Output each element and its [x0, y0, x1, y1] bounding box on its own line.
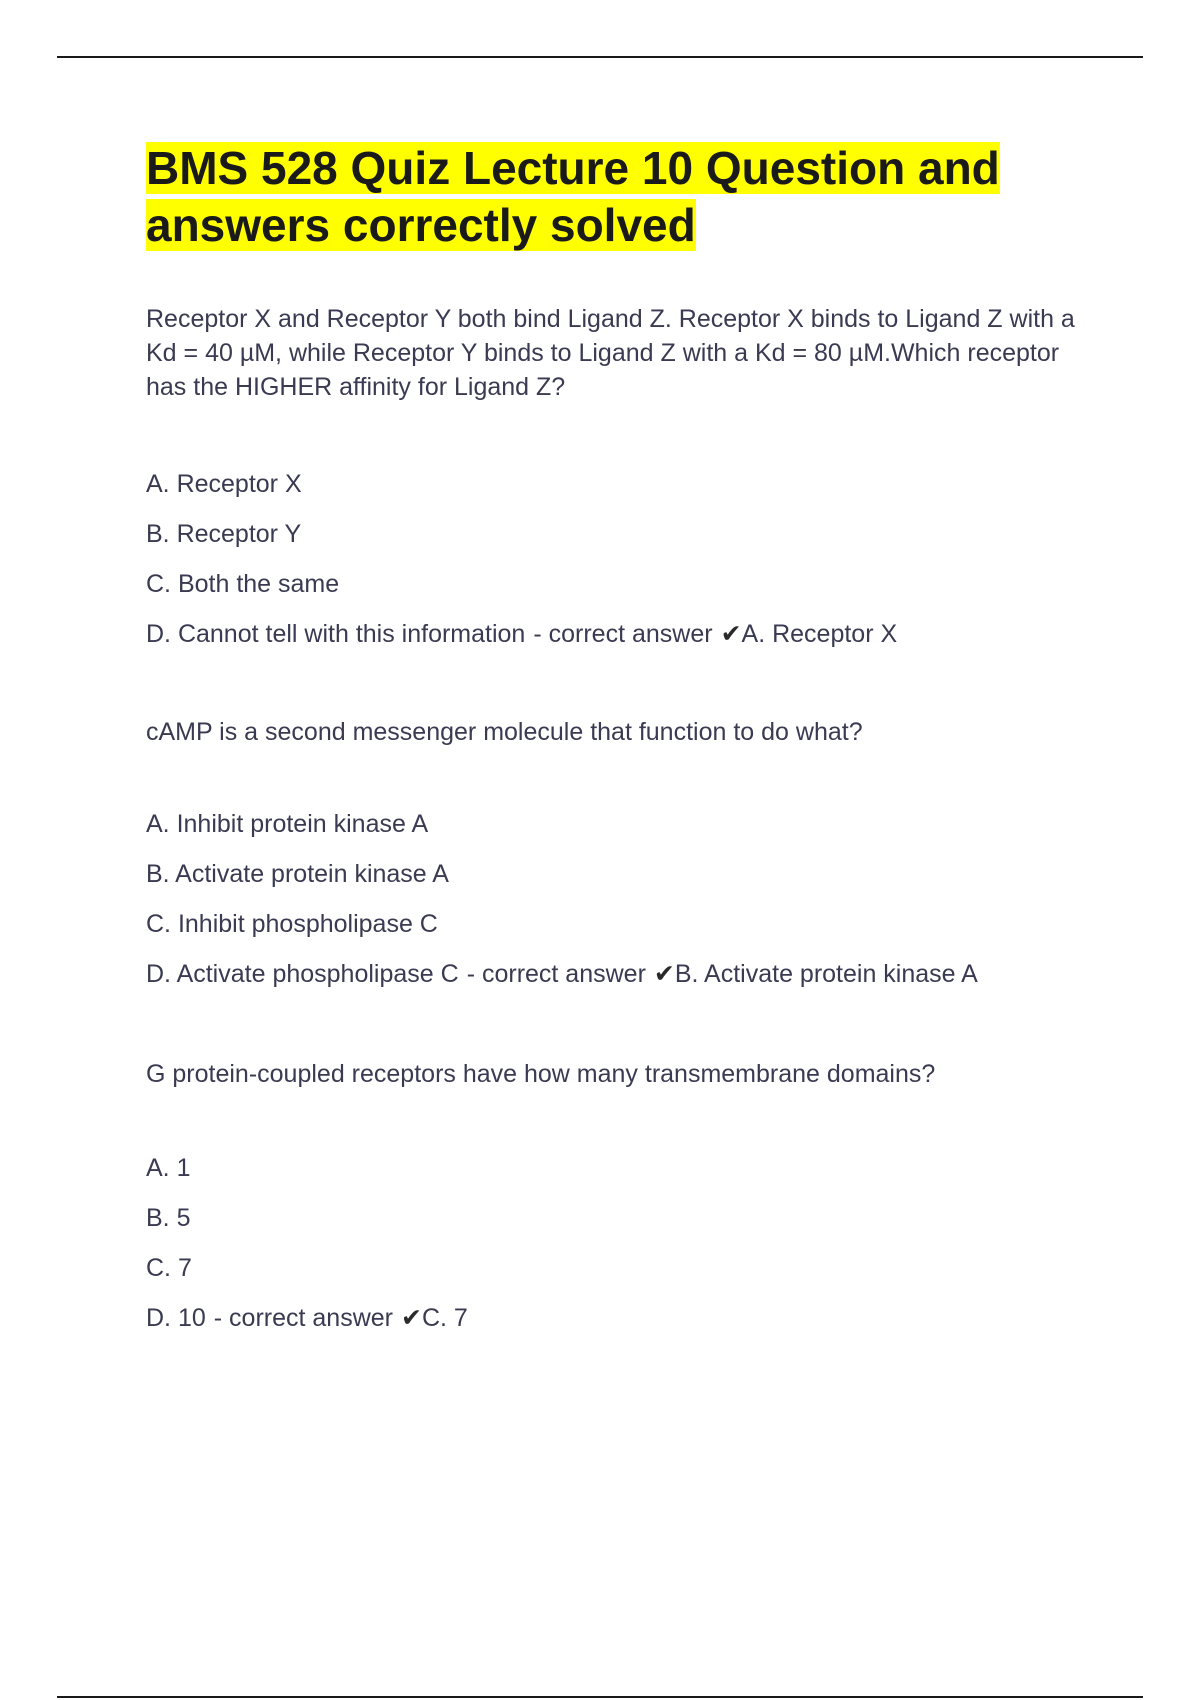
question-2: cAMP is a second messenger molecule that function to do what?	[146, 718, 863, 746]
top-rule	[57, 56, 1143, 58]
answer-label: - correct answer	[533, 620, 713, 648]
option: C. Both the same	[146, 570, 340, 598]
option-with-answer	[146, 957, 1096, 991]
checkmark-icon: ✔	[400, 1304, 422, 1332]
option-with-answer	[146, 617, 1096, 651]
option: B. 5	[146, 1204, 191, 1232]
option: C. 7	[146, 1254, 192, 1282]
correct-answer: C. 7	[421, 1304, 468, 1332]
option-with-answer	[146, 1301, 1096, 1335]
option-text: D. Cannot tell with this information	[146, 620, 526, 648]
checkmark-icon: ✔	[653, 960, 675, 988]
option-text: D. 10	[146, 1304, 206, 1332]
document-body	[146, 140, 1096, 1351]
answer-label: - correct answer	[213, 1304, 393, 1332]
question-1-options	[146, 467, 1096, 651]
question-3-options	[146, 1151, 1096, 1335]
correct-answer: A. Receptor X	[741, 620, 898, 648]
option: B. Receptor Y	[146, 520, 302, 548]
document-title: BMS 528 Quiz Lecture 10 Question and answers correctly solved	[146, 142, 1000, 251]
checkmark-icon: ✔	[720, 620, 742, 648]
question-2-options	[146, 807, 1096, 991]
option: C. Inhibit phospholipase C	[146, 910, 438, 938]
option: A. Receptor X	[146, 470, 302, 498]
bottom-rule	[57, 1696, 1143, 1698]
question-1: Receptor X and Receptor Y both bind Ligand Z. Receptor X binds to Ligand Z with a Kd = 40 µM, while Receptor Y binds to Ligand Z with a Kd = 80 µM.Which receptor has the HIGHER affinity for Ligand Z?	[146, 305, 1075, 401]
option-text: D. Activate phospholipase C	[146, 960, 459, 988]
correct-answer: B. Activate protein kinase A	[674, 960, 978, 988]
option: A. 1	[146, 1154, 191, 1182]
option: B. Activate protein kinase A	[146, 860, 449, 888]
answer-label: - correct answer	[466, 960, 646, 988]
question-3: G protein-coupled receptors have how many transmembrane domains?	[146, 1060, 936, 1088]
option: A. Inhibit protein kinase A	[146, 810, 429, 838]
